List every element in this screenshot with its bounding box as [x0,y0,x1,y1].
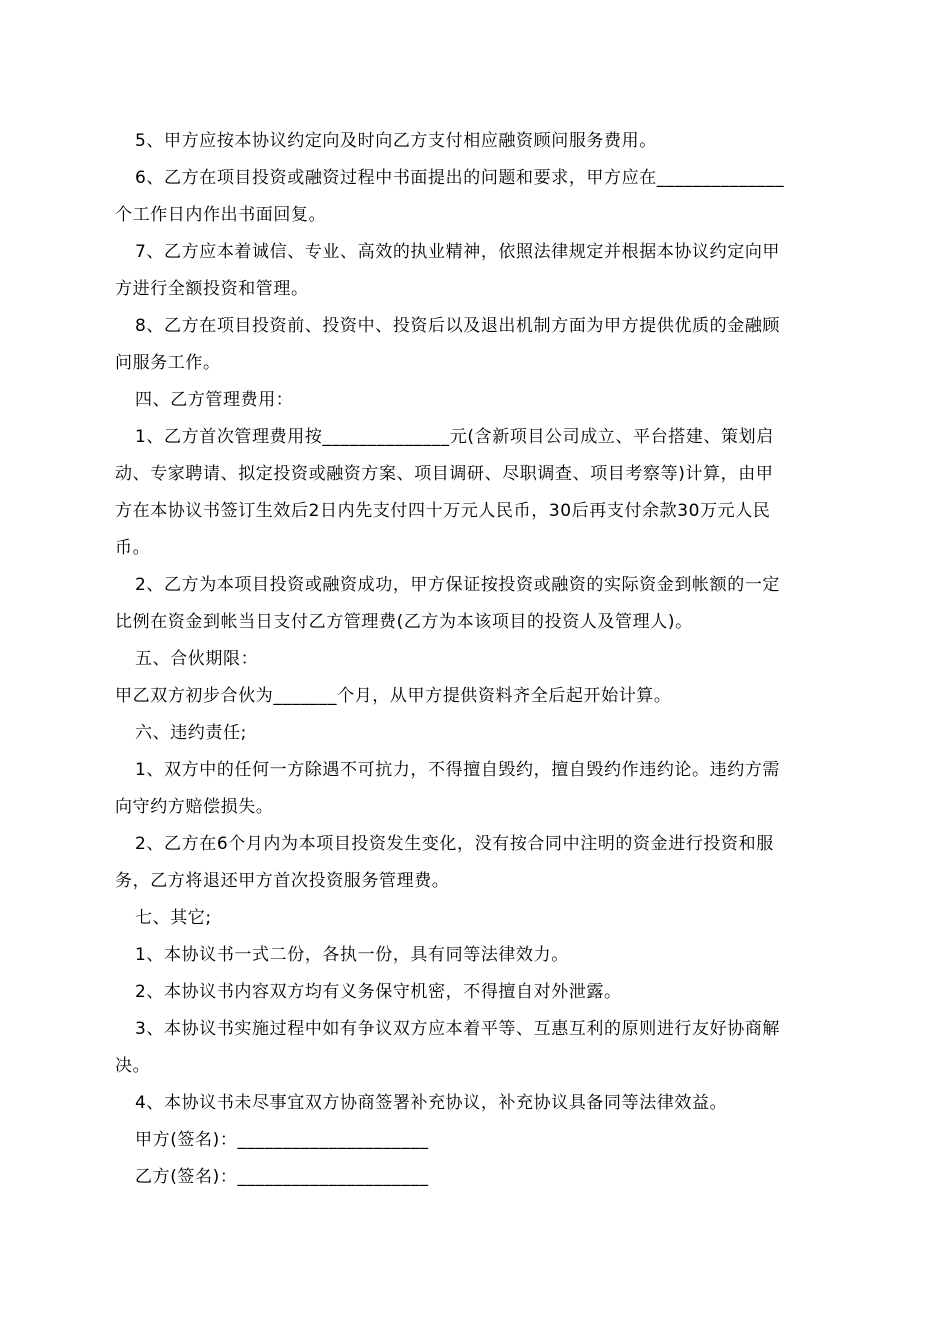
section-4-heading: 四、乙方管理费用： [135,390,294,410]
fee-clause-2-line: 2、乙方为本项目投资或融资成功，甲方保证按投资或融资的实际资金到帐额的一定 [135,575,781,595]
breach-clause-2-line: 2、乙方在6个月内为本项目投资发生变化，没有按合同中注明的资金进行投资和服 [135,834,774,854]
fee-clause-1-continuation-1: 动、专家聘请、拟定投资或融资方案、项目调研、尽职调查、项目考察等)计算，由甲 [115,464,774,484]
clause-8-continuation: 问服务工作。 [115,353,221,373]
clause-6-continuation: 个工作日内作出书面回复。 [115,205,327,225]
clause-6-line: 6、乙方在项目投资或融资过程中书面提出的问题和要求，甲方应在______________ [135,168,785,188]
other-clause-3-continuation: 决。 [115,1056,151,1076]
section-6-heading: 六、违约责任; [135,723,247,743]
fee-clause-1-line: 1、乙方首次管理费用按______________元(含新项目公司成立、平台搭建、策划启 [135,427,774,447]
party-a-signature-line: 甲方(签名)：_____________________ [135,1130,429,1150]
fee-clause-1-continuation-3: 币。 [115,538,151,558]
clause-8-line: 8、乙方在项目投资前、投资中、投资后以及退出机制方面为甲方提供优质的金融顾 [135,316,781,336]
breach-clause-1-line: 1、双方中的任何一方除遇不可抗力，不得擅自毁约，擅自毁约作违约论。违约方需 [135,760,781,780]
breach-clause-2-continuation: 务，乙方将退还甲方首次投资服务管理费。 [115,871,450,891]
breach-clause-1-continuation: 向守约方赔偿损失。 [115,797,274,817]
clause-7-continuation: 方进行全额投资和管理。 [115,279,309,299]
section-7-heading: 七、其它; [135,908,212,928]
clause-5-line: 5、甲方应按本协议约定向及时向乙方支付相应融资顾问服务费用。 [135,131,657,151]
other-clause-3-line: 3、本协议书实施过程中如有争议双方应本着平等、互惠互利的原则进行友好协商解 [135,1019,781,1039]
fee-clause-1-continuation-2: 方在本协议书签订生效后2日内先支付四十万元人民币，30后再支付余款30万元人民 [115,501,771,521]
section-5-heading: 五、合伙期限： [135,649,259,669]
party-b-signature-line: 乙方(签名)：_____________________ [135,1167,429,1187]
partnership-term-line: 甲乙双方初步合伙为_______个月，从甲方提供资料齐全后起开始计算。 [115,686,672,706]
clause-7-line: 7、乙方应本着诚信、专业、高效的执业精神，依照法律规定并根据本协议约定向甲 [135,242,781,262]
other-clause-2-line: 2、本协议书内容双方均有义务保守机密，不得擅自对外泄露。 [135,982,622,1002]
other-clause-1-line: 1、本协议书一式二份，各执一份，具有同等法律效力。 [135,945,569,965]
other-clause-4-line: 4、本协议书未尽事宜双方协商签署补充协议，补充协议具备同等法律效益。 [135,1093,728,1113]
fee-clause-2-continuation: 比例在资金到帐当日支付乙方管理费(乙方为本该项目的投资人及管理人)。 [115,612,693,632]
